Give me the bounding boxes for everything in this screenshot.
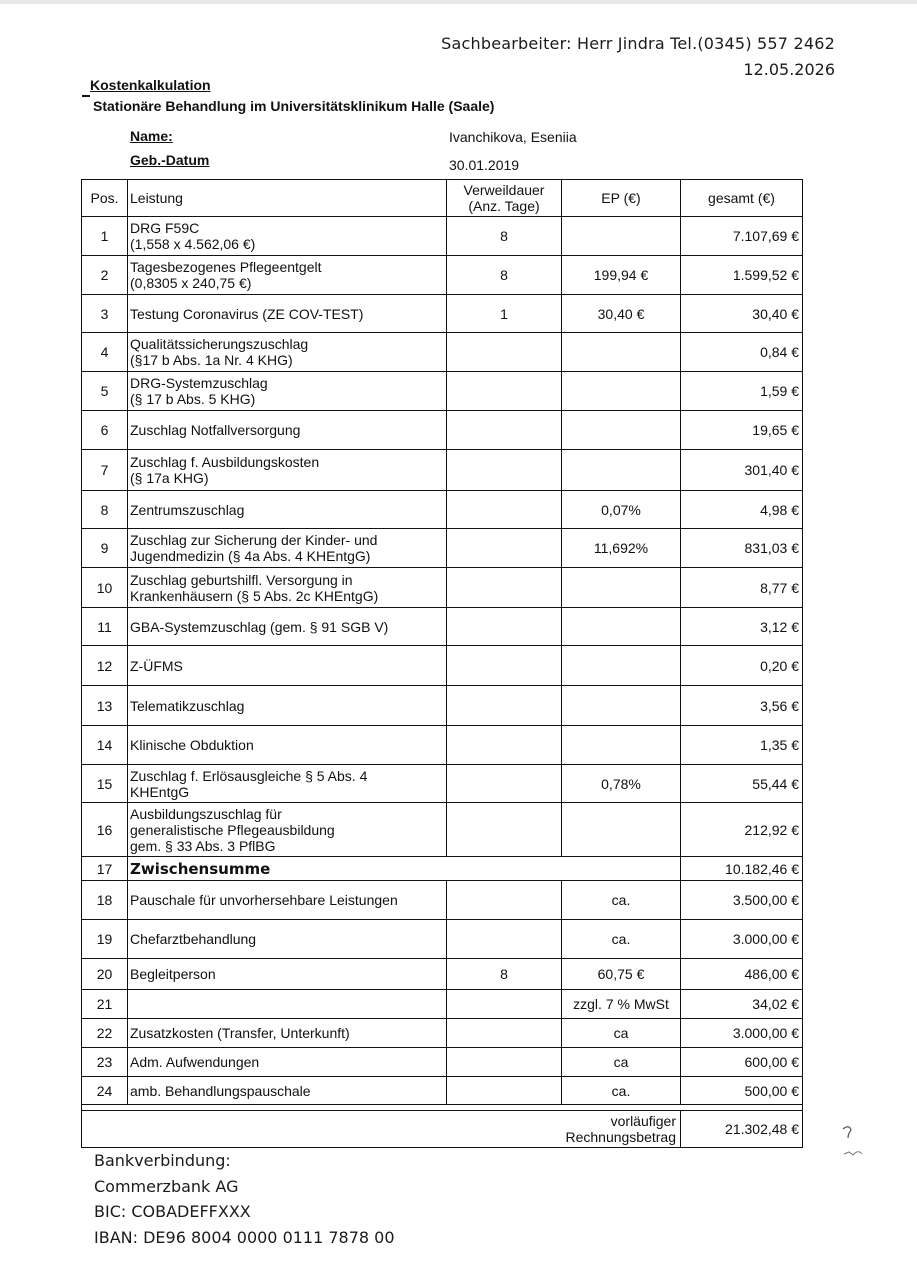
column-header-days-line2: (Anz. Tage) — [468, 198, 540, 214]
row-unit-price — [562, 217, 681, 256]
row-days — [447, 450, 562, 491]
row-description — [128, 491, 447, 529]
row-total: 500,00 € — [681, 1077, 803, 1105]
table-row — [82, 450, 803, 491]
column-header-unit-price: EP (€) — [562, 180, 681, 217]
row-days — [447, 491, 562, 529]
row-position: 3 — [82, 295, 128, 333]
final-total-label: vorläufiger Rechnungsbetrag — [562, 1111, 681, 1148]
description-line3: gem. § 33 Abs. 3 PflBG — [130, 837, 276, 854]
row-description — [128, 372, 447, 411]
row-unit-price: 11,692% — [562, 529, 681, 568]
row-days — [447, 529, 562, 568]
row-total: 30,40 € — [681, 295, 803, 333]
table-row — [82, 959, 803, 990]
row-total: 3,56 € — [681, 686, 803, 726]
description-line1: Qualitätssicherungszuschlag — [130, 336, 309, 352]
description-line2: (1,558 x 4.562,06 €) — [130, 236, 256, 252]
row-unit-price — [562, 686, 681, 726]
row-total: 3,12 € — [681, 608, 803, 646]
row-unit-price: ca. — [562, 881, 681, 920]
row-position: 17 — [82, 857, 128, 881]
description-line1: Chefarztbehandlung — [130, 931, 257, 947]
row-description — [128, 686, 447, 726]
row-unit-price — [562, 608, 681, 646]
row-position: 18 — [82, 881, 128, 920]
row-position: 6 — [82, 411, 128, 450]
table-row — [82, 1048, 803, 1077]
row-days — [447, 881, 562, 920]
row-position: 5 — [82, 372, 128, 411]
row-unit-price — [562, 450, 681, 491]
patient-name-value: Ivanchikova, Eseniia — [449, 129, 577, 145]
row-unit-price: 0,07% — [562, 491, 681, 529]
row-description — [128, 608, 447, 646]
row-days — [447, 333, 562, 372]
description-line1: Testung Coronavirus (ZE COV-TEST) — [130, 305, 364, 322]
row-total: 3.000,00 € — [681, 920, 803, 959]
description-line1: Tagesbezogenes Pflegeentgelt — [130, 259, 322, 275]
column-header-pos: Pos. — [82, 180, 128, 217]
description-line1: Zuschlag f. Ausbildungskosten — [130, 454, 320, 470]
row-total: 0,20 € — [681, 646, 803, 686]
title-rule — [82, 95, 90, 97]
row-unit-price: zzgl. 7 % MwSt — [562, 990, 681, 1019]
table-row — [82, 411, 803, 450]
table-row — [82, 608, 803, 646]
description-line2: Jugendmedizin (§ 4a Abs. 4 KHEntgG) — [130, 548, 371, 564]
row-unit-price — [562, 411, 681, 450]
bank-iban: IBAN: DE96 8004 0000 0111 7878 00 — [94, 1228, 395, 1247]
row-unit-price — [562, 726, 681, 765]
row-description — [128, 1019, 447, 1048]
description-line1: Zuschlag geburtshilfl. Versorgung in — [130, 571, 353, 588]
row-description — [128, 411, 447, 450]
document-date: 12.05.2026 — [743, 60, 835, 79]
table-row — [82, 491, 803, 529]
patient-name-label: Name: — [130, 128, 173, 144]
page-top-edge — [0, 0, 917, 4]
final-total-value: 21.302,48 € — [681, 1111, 803, 1148]
row-position: 23 — [82, 1048, 128, 1077]
row-days — [447, 608, 562, 646]
row-total: 1,59 € — [681, 372, 803, 411]
table-row — [82, 1077, 803, 1105]
row-unit-price: ca — [562, 1019, 681, 1048]
description-line1: Zuschlag zur Sicherung der Kinder- und — [130, 532, 378, 548]
description-line2: (§17 b Abs. 1a Nr. 4 KHG) — [130, 352, 293, 368]
row-unit-price: 30,40 € — [562, 295, 681, 333]
row-days — [447, 990, 562, 1019]
description-line2: (0,8305 x 240,75 €) — [130, 275, 252, 291]
row-description — [128, 959, 447, 990]
final-total-row — [82, 1111, 803, 1148]
row-days: 8 — [447, 959, 562, 990]
row-description — [128, 333, 447, 372]
row-position: 9 — [82, 529, 128, 568]
row-days — [447, 1077, 562, 1105]
row-total: 831,03 € — [681, 529, 803, 568]
row-days — [447, 920, 562, 959]
table-row — [82, 568, 803, 608]
row-unit-price: 60,75 € — [562, 959, 681, 990]
row-unit-price — [562, 333, 681, 372]
row-total: 486,00 € — [681, 959, 803, 990]
row-position: 14 — [82, 726, 128, 765]
description-line2: (§ 17 b Abs. 5 KHG) — [130, 391, 256, 407]
row-description — [128, 726, 447, 765]
table-row — [82, 990, 803, 1019]
description-line1: GBA-Systemzuschlag (gem. § 91 SGB V) — [130, 618, 389, 635]
description-line1: Zuschlag Notfallversorgung — [130, 422, 301, 438]
row-description — [128, 1077, 447, 1105]
description-line1: DRG-Systemzuschlag — [130, 375, 268, 391]
description-line1: DRG F59C — [130, 220, 200, 236]
row-unit-price: ca — [562, 1048, 681, 1077]
row-position: 4 — [82, 333, 128, 372]
row-position: 13 — [82, 686, 128, 726]
row-description — [128, 920, 447, 959]
description-line2: Krankenhäusern (§ 5 Abs. 2c KHEntgG) — [130, 587, 379, 604]
table-row — [82, 803, 803, 857]
row-position: 15 — [82, 765, 128, 803]
cost-rows — [82, 217, 803, 1105]
description-line2: KHEntgG — [130, 783, 190, 800]
row-description — [128, 881, 447, 920]
row-unit-price: ca. — [562, 1077, 681, 1105]
table-row — [82, 333, 803, 372]
row-position: 10 — [82, 568, 128, 608]
bank-name: Commerzbank AG — [94, 1177, 239, 1196]
row-position: 8 — [82, 491, 128, 529]
row-days — [447, 726, 562, 765]
table-row — [82, 217, 803, 256]
row-position: 22 — [82, 1019, 128, 1048]
row-unit-price — [562, 646, 681, 686]
description-line1: Z-ÜFMS — [130, 657, 183, 674]
row-description — [128, 803, 447, 857]
patient-dob-value: 30.01.2019 — [449, 157, 520, 173]
row-unit-price: 199,94 € — [562, 256, 681, 295]
row-position: 16 — [82, 803, 128, 857]
row-description — [128, 765, 447, 803]
row-description — [128, 256, 447, 295]
row-days — [447, 568, 562, 608]
table-row — [82, 256, 803, 295]
table-row — [82, 646, 803, 686]
subtotal-row — [82, 857, 803, 881]
row-position: 1 — [82, 217, 128, 256]
description-line1: Zuschlag f. Erlösausgleiche § 5 Abs. 4 — [130, 767, 368, 784]
column-header-service: Leistung — [128, 180, 447, 217]
document-title: Kostenkalkulation — [90, 77, 211, 93]
document-subtitle: Stationäre Behandlung im Universitätsklinikum Halle (Saale) — [93, 98, 495, 114]
row-total: 19,65 € — [681, 411, 803, 450]
row-unit-price: ca. — [562, 920, 681, 959]
row-days — [447, 1048, 562, 1077]
column-header-total: gesamt (€) — [681, 180, 803, 217]
table-row — [82, 529, 803, 568]
bank-bic: BIC: COBADEFFXXX — [94, 1202, 251, 1221]
row-days — [447, 411, 562, 450]
row-days — [447, 686, 562, 726]
cost-table — [81, 179, 803, 1148]
table-row — [82, 881, 803, 920]
row-total: 3.500,00 € — [681, 881, 803, 920]
description-line2: (§ 17a KHG) — [130, 470, 209, 486]
row-unit-price — [562, 568, 681, 608]
row-total: 301,40 € — [681, 450, 803, 491]
table-row — [82, 686, 803, 726]
clerk-contact: Sachbearbeiter: Herr Jindra Tel.(0345) 557 2462 — [441, 34, 835, 53]
bank-heading: Bankverbindung: — [94, 1151, 231, 1170]
row-description — [128, 217, 447, 256]
description-line2: generalistische Pflegeausbildung — [130, 821, 335, 838]
table-row — [82, 1019, 803, 1048]
row-days — [447, 372, 562, 411]
table-row — [82, 726, 803, 765]
column-header-days — [447, 180, 562, 217]
row-total: 600,00 € — [681, 1048, 803, 1077]
row-total: 55,44 € — [681, 765, 803, 803]
final-blank-cell — [82, 1111, 562, 1148]
row-unit-price — [562, 803, 681, 857]
row-days: 8 — [447, 217, 562, 256]
row-description — [128, 1048, 447, 1077]
row-days: 1 — [447, 295, 562, 333]
row-total: 8,77 € — [681, 568, 803, 608]
row-position: 2 — [82, 256, 128, 295]
row-days — [447, 803, 562, 857]
row-total: 1.599,52 € — [681, 256, 803, 295]
row-total: 0,84 € — [681, 333, 803, 372]
row-description — [128, 568, 447, 608]
subtotal-label: Zwischensumme — [128, 857, 681, 881]
description-line1: Klinische Obduktion — [130, 737, 254, 753]
row-position: 12 — [82, 646, 128, 686]
description-line1: Begleitperson — [130, 966, 216, 982]
description-line1: Adm. Aufwendungen — [130, 1054, 260, 1070]
row-description — [128, 450, 447, 491]
row-total: 1,35 € — [681, 726, 803, 765]
row-total: 34,02 € — [681, 990, 803, 1019]
row-total: 4,98 € — [681, 491, 803, 529]
column-header-days-line1: Verweildauer — [463, 182, 545, 198]
row-total: 7.107,69 € — [681, 217, 803, 256]
row-position: 19 — [82, 920, 128, 959]
row-position: 24 — [82, 1077, 128, 1105]
row-description — [128, 646, 447, 686]
table-row — [82, 295, 803, 333]
description-line1: Telematikzuschlag — [130, 697, 245, 714]
row-unit-price — [562, 372, 681, 411]
description-line1: amb. Behandlungspauschale — [130, 1082, 311, 1099]
row-days — [447, 646, 562, 686]
table-row — [82, 372, 803, 411]
patient-dob-label: Geb.-Datum — [130, 152, 210, 168]
row-description — [128, 529, 447, 568]
table-row — [82, 765, 803, 803]
row-position: 21 — [82, 990, 128, 1019]
row-position: 7 — [82, 450, 128, 491]
row-unit-price: 0,78% — [562, 765, 681, 803]
row-total: 212,92 € — [681, 803, 803, 857]
table-header-row — [82, 180, 803, 217]
row-total: 10.182,46 € — [681, 857, 803, 881]
row-days — [447, 1019, 562, 1048]
handwritten-margin-mark — [840, 1124, 870, 1158]
row-position: 20 — [82, 959, 128, 990]
row-description — [128, 990, 447, 1019]
row-description — [128, 295, 447, 333]
row-total: 3.000,00 € — [681, 1019, 803, 1048]
row-days — [447, 765, 562, 803]
description-line1: Zusatzkosten (Transfer, Unterkunft) — [130, 1025, 350, 1041]
table-row — [82, 920, 803, 959]
description-line1: Zentrumszuschlag — [130, 501, 245, 518]
description-line1: Ausbildungszuschlag für — [130, 805, 282, 822]
row-days: 8 — [447, 256, 562, 295]
row-position: 11 — [82, 608, 128, 646]
description-line1: Pauschale für unvorhersehbare Leistungen — [130, 892, 398, 908]
